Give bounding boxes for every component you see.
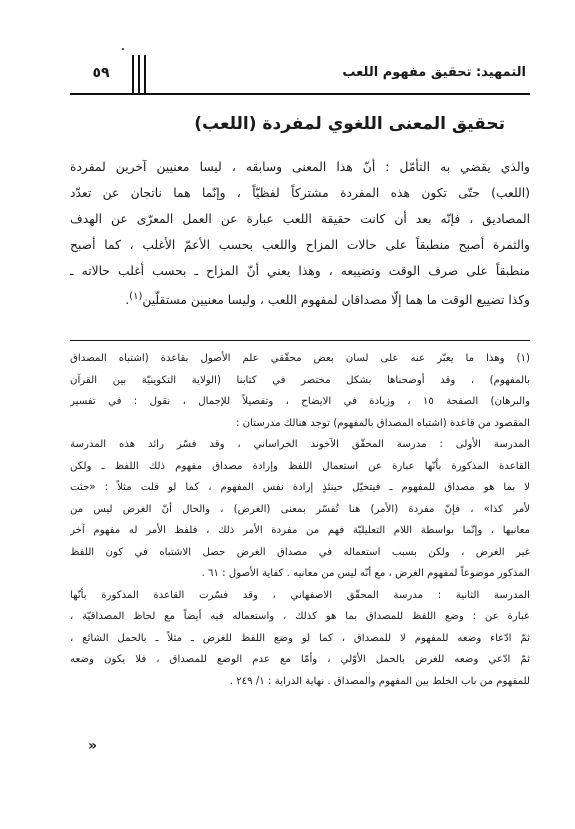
footnote-line: القاعدة المذكورة بأنّها عبارة عن استعمال اللفظ وإرادة مصداق مفهوم ذلك اللفظ ـ ولكن	[70, 460, 530, 472]
body-line: والثمرة أصبح منطبقاً على حالات المزاح واللعب بحسب الأعمّ الأغلب ، كما أصبح	[70, 238, 530, 252]
body-line: المصاديق ، فإنّه بعد أن كانت حقيقة اللعب عبارة عن العمل المعرّى عن الهدف	[70, 212, 530, 226]
body-line: والذي يقضي به التأمّل : أنّ هذا المعنى وسابقه ، ليسا معنيين آخرين لمفردة	[70, 160, 530, 174]
footnote-line: ثمّ ادّعاء وضعه للمفهوم لا للمصداق ، كما لو وضع اللفظ للغرض ـ مثلاً ـ بالحمل الشائع ،	[70, 632, 530, 644]
footnote-line: (١) وهذا ما يعبّر عنه على لسان بعض محقّقي علم الأصول بقاعدة (اشتباه المصداق	[70, 353, 530, 364]
footnote-line: المدرسة الثانية : مدرسة المحقّق الاصفهاني ، وقد فسّرت القاعدة المذكورة بأنّها	[70, 589, 530, 601]
footnote-line: غير الغرض ، ولكن بسبب استعماله في مصداق الغرض حصل الاشتباه في كون اللفظ	[70, 546, 530, 558]
footnote-line: المقصود من قاعدة (اشتباه المصداق بالمفهوم) توجد هنالك مدرستان :	[235, 417, 530, 429]
continuation-mark: »	[88, 738, 98, 754]
page-number: ٥٩	[92, 65, 110, 81]
running-header	[70, 55, 530, 95]
body-line-text: وكذا تضييع الوقت ما هما إلّا مصداقان لمفهوم اللعب ، وليسا معنيين مستقلّين	[142, 293, 530, 308]
body-line: منطبقاً على صرف الوقت وتضييعه ، وهذا يعني أنّ المزاح ـ بحسب أغلب حالاته ـ	[70, 264, 530, 278]
stray-dot	[122, 48, 124, 50]
body-line-last: وكذا تضييع الوقت ما هما إلّا مصداقان لمفهوم اللعب ، وليسا معنيين مستقلّين$^{(١)}$.	[125, 291, 530, 308]
body-paragraph	[70, 154, 530, 313]
footnote-line: والبرهان) الصفحة ١٥ ، وزيادة في الايضاح ، وتفصيلاً للإجمال ، نقول : في تفسير	[70, 396, 530, 407]
section-title: تحقيق المعنى اللغوي لمفردة (اللعب)	[194, 114, 505, 134]
footnote-line: لأمر كذا» ، فإنّ مفردة (الأمر) هنا تُفسّر بمعنى (الغرض) ، والحال أنّ الغرض ليس من	[70, 503, 530, 515]
footnote-line: بالمفهوم) ، وقد أوضحناها بشكل مختصر في كتابنا (الولاية التكوينيّة بين القرآن	[70, 374, 530, 386]
page-number-box	[70, 55, 134, 95]
body-line: (اللعب) حتّى تكون هذه المفردة مشتركاً لفظيّاً ، وإنّما هما ناتجان عن تعدّد	[70, 186, 530, 200]
header-rule	[70, 93, 530, 95]
footnote-line: المدرسة الأولى : مدرسة المحقّق الآخوند الخراساني ، وقد فسّر رائد هذه المدرسة	[70, 439, 530, 450]
footnote-reference: (١)	[129, 291, 143, 302]
footnote-line: للمفهوم من باب الخلط بين المفهوم والمصداق . نهاية الدراية : ١/ ٢٤٩ .	[229, 675, 530, 687]
footnote-line: معانيها ، وإنّما بواسطة اللام التعليليّة فهم من مفردة الأمر ذلك ، فلفظ الأمر له مفهوم آخر	[70, 525, 530, 536]
footnote-line: لا بما هو مصداق للمفهوم ـ فيتخيّل حينئذٍ إرادة نفس المفهوم ، كما لو قلت مثلاً : «جئت	[70, 482, 530, 493]
footnote-line: المذكور موضوعاً لمفهوم الغرض ، مع أنّه ليس من معانيه . كفاية الأصول : ٦١ .	[201, 568, 530, 579]
footnote-line: عبارة عن : وضع اللفظ للمصداق بما هو كذلك ، واستعماله فيه أيضاً مع لحاظ المصداقيّة ،	[70, 611, 530, 622]
footnote-separator	[70, 340, 530, 341]
footnote-line: ثمّ ادّعي وضعه للغرض بالحمل الأوّلي ، وأمّا مع عدم الوضع للمصداق ، فلا يكون وضعه	[70, 654, 530, 665]
header-title: التمهيد: تحقيق مفهوم اللعب	[342, 65, 526, 80]
footnotes	[70, 348, 530, 692]
header-divider	[144, 55, 146, 95]
